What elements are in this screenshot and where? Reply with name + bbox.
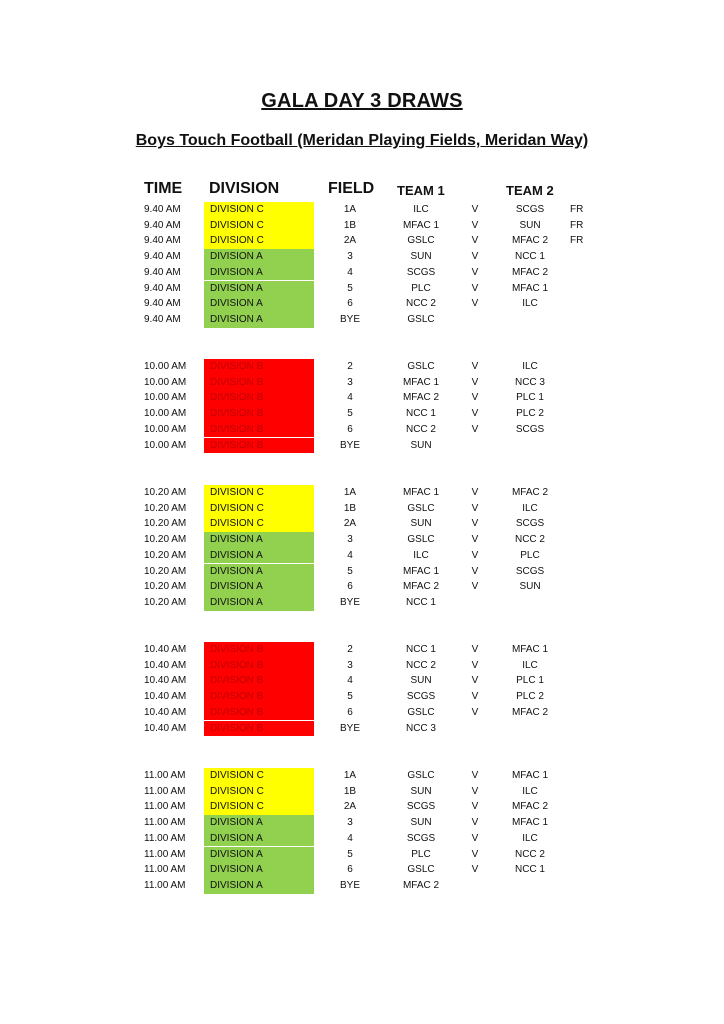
cell-team1: NCC 1 [405,644,436,655]
cell-time: 10.40 AM [144,644,187,655]
cell-versus: V [471,817,479,829]
cell-versus: V [471,502,479,514]
cell-time: 9.40 AM [144,282,181,294]
table-row [0,847,724,863]
cell-time: 9.40 AM [144,251,181,263]
cell-team2: NCC 2 [514,848,545,860]
cell-division: DIVISION A [204,532,314,548]
cell-team1: MFAC 1 [402,565,440,577]
cell-team1: ILC [413,549,429,561]
cell-division: DIVISION A [204,878,314,894]
cell-field: 2A [343,801,357,813]
cell-time: 9.40 AM [144,235,181,247]
table-row [0,218,724,234]
cell-time: 11.00 AM [144,864,186,876]
cell-division: DIVISION C [204,233,314,249]
cell-time: 10.20 AM [144,596,187,608]
cell-versus: V [471,487,479,498]
cell-team2: SUN [519,581,541,593]
cell-time: 10.00 AM [144,408,187,420]
cell-field: 1B [343,219,357,231]
cell-field: 1B [343,502,357,514]
cell-field: 5 [347,282,353,294]
table-row [0,202,724,218]
table-row [0,390,724,406]
cell-versus: V [471,204,479,215]
cell-note: FR [570,219,584,231]
table-row [0,359,724,375]
cell-division: DIVISION B [204,359,314,375]
cell-team2: MFAC 2 [511,801,549,813]
cell-team1: NCC 1 [405,596,436,608]
table-row [0,485,724,501]
cell-division: DIVISION B [204,658,314,674]
cell-time: 10.40 AM [144,675,187,687]
cell-team2: ILC [522,785,538,797]
cell-versus: V [471,282,479,294]
cell-division: DIVISION A [204,595,314,611]
table-row [0,296,724,312]
table-row [0,406,724,422]
cell-team1: MFAC 2 [402,581,440,593]
cell-team1: NCC 3 [405,722,436,734]
table-row [0,564,724,580]
table-row [0,579,724,595]
cell-field: 1B [343,785,357,797]
cell-time: 10.20 AM [144,549,187,561]
cell-division: DIVISION A [204,296,314,312]
table-row [0,799,724,815]
cell-time: 11.00 AM [144,801,186,813]
cell-versus: V [471,376,479,388]
cell-versus: V [471,706,479,718]
cell-field: 2A [343,235,357,247]
cell-time: 10.20 AM [144,581,187,593]
cell-time: 10.40 AM [144,706,187,718]
cell-time: 9.40 AM [144,298,181,310]
table-row [0,862,724,878]
table-row [0,768,724,784]
cell-team2: ILC [522,502,538,514]
cell-versus: V [471,534,479,546]
table-row [0,878,724,894]
cell-field: 3 [347,817,353,829]
cell-division: DIVISION A [204,249,314,265]
table-row [0,233,724,249]
header-field: FIELD [328,180,375,197]
cell-team1: GSLC [407,706,435,718]
cell-versus: V [471,251,479,263]
cell-versus: V [471,423,479,435]
cell-time: 9.40 AM [144,313,181,325]
cell-versus: V [471,864,479,876]
header-time: TIME [144,180,183,197]
cell-team2: NCC 1 [514,864,545,876]
cell-team1: SUN [410,439,432,451]
cell-field: 5 [347,691,353,703]
cell-team2: ILC [522,832,538,844]
table-row [0,548,724,564]
cell-team2: NCC 1 [514,251,545,263]
cell-field: 6 [347,423,353,435]
cell-versus: V [471,266,479,278]
cell-division: DIVISION A [204,862,314,878]
cell-versus: V [471,408,479,420]
cell-division: DIVISION B [204,721,314,737]
table-row [0,532,724,548]
table-row [0,281,724,297]
cell-team2: MFAC 2 [511,235,549,247]
cell-team2: ILC [522,659,538,671]
header-division: DIVISION [209,180,280,197]
cell-versus: V [471,691,479,703]
cell-note: FR [570,204,584,215]
cell-team1: GSLC [407,313,435,325]
cell-team2: MFAC 2 [511,706,549,718]
cell-time: 11.00 AM [144,848,186,860]
cell-team2: PLC [520,549,540,561]
cell-team2: NCC 2 [514,534,545,546]
cell-team2: SUN [519,219,541,231]
cell-versus: V [471,659,479,671]
cell-team1: GSLC [407,502,435,514]
cell-team1: SUN [410,785,432,797]
cell-team2: PLC 1 [516,392,544,404]
cell-division: DIVISION C [204,485,314,501]
cell-team2: PLC 2 [516,691,544,703]
cell-time: 9.40 AM [144,204,181,215]
cell-versus: V [471,581,479,593]
table-row [0,312,724,328]
cell-versus: V [471,801,479,813]
cell-field: 4 [347,832,353,844]
cell-field: 6 [347,864,353,876]
cell-field: 2A [343,518,357,530]
cell-time: 11.00 AM [144,785,186,797]
cell-field: 3 [347,534,353,546]
cell-versus: V [471,361,479,372]
cell-division: DIVISION A [204,579,314,595]
cell-division: DIVISION C [204,784,314,800]
cell-field: 1A [343,487,357,498]
table-row [0,784,724,800]
cell-versus: V [471,549,479,561]
cell-division: DIVISION C [204,501,314,517]
cell-team1: GSLC [407,361,435,372]
cell-field: 4 [347,266,353,278]
cell-time: 9.40 AM [144,266,181,278]
cell-team1: PLC [411,282,431,294]
cell-field: 6 [347,581,353,593]
cell-team1: MFAC 2 [402,392,440,404]
table-row [0,375,724,391]
cell-note: FR [570,235,584,247]
cell-time: 11.00 AM [144,817,186,829]
cell-field: BYE [339,313,360,325]
cell-team1: NCC 2 [405,423,436,435]
cell-division: DIVISION B [204,438,314,454]
cell-division: DIVISION A [204,831,314,847]
cell-time: 10.00 AM [144,361,187,372]
cell-team2: SCGS [515,423,545,435]
cell-versus: V [471,675,479,687]
cell-division: DIVISION B [204,375,314,391]
cell-field: BYE [339,879,360,891]
cell-division: DIVISION B [204,689,314,705]
cell-field: BYE [339,439,360,451]
cell-team2: SCGS [515,518,545,530]
cell-time: 10.20 AM [144,534,187,546]
cell-division: DIVISION A [204,847,314,863]
cell-versus: V [471,565,479,577]
cell-division: DIVISION A [204,281,314,297]
cell-time: 10.20 AM [144,487,187,498]
cell-time: 10.40 AM [144,691,187,703]
table-row [0,815,724,831]
cell-versus: V [471,392,479,404]
header-team2: TEAM 2 [506,183,554,198]
cell-team1: MFAC 2 [402,879,440,891]
cell-division: DIVISION B [204,406,314,422]
cell-division: DIVISION B [204,390,314,406]
cell-team2: ILC [522,298,538,310]
cell-team2: MFAC 1 [511,817,549,829]
cell-team1: SCGS [406,691,436,703]
page-title: GALA DAY 3 DRAWS [261,90,463,112]
cell-versus: V [471,298,479,310]
cell-team1: SCGS [406,266,436,278]
table-row [0,422,724,438]
cell-team2: ILC [522,361,538,372]
cell-team1: GSLC [407,770,435,781]
cell-team1: SUN [410,675,432,687]
table-row [0,501,724,517]
cell-field: 2 [347,361,353,372]
cell-team2: MFAC 2 [511,487,549,498]
cell-time: 11.00 AM [144,832,186,844]
cell-division: DIVISION B [204,705,314,721]
cell-division: DIVISION C [204,799,314,815]
cell-field: 3 [347,251,353,263]
header-team1: TEAM 1 [397,183,445,198]
cell-field: 4 [347,549,353,561]
table-row [0,673,724,689]
table-row [0,658,724,674]
cell-field: BYE [339,596,360,608]
cell-field: 5 [347,565,353,577]
cell-team1: SUN [410,251,432,263]
cell-team1: SUN [410,518,432,530]
cell-team2: MFAC 1 [511,770,549,781]
cell-time: 10.40 AM [144,722,187,734]
cell-team1: MFAC 1 [402,487,440,498]
cell-field: 2 [347,644,353,655]
cell-time: 10.20 AM [144,502,187,514]
cell-team2: NCC 3 [514,376,545,388]
cell-time: 11.00 AM [144,879,186,891]
cell-field: 5 [347,848,353,860]
cell-team1: GSLC [407,864,435,876]
cell-division: DIVISION A [204,265,314,281]
cell-versus: V [471,785,479,797]
cell-field: BYE [339,722,360,734]
cell-division: DIVISION A [204,548,314,564]
cell-team1: NCC 2 [405,659,436,671]
page-subtitle: Boys Touch Football (Meridan Playing Fields, Meridan Way) [135,132,589,149]
table-row [0,595,724,611]
cell-team1: SCGS [406,801,436,813]
table-row [0,516,724,532]
cell-time: 10.00 AM [144,376,187,388]
cell-time: 10.40 AM [144,659,187,671]
cell-versus: V [471,235,479,247]
cell-team2: PLC 1 [516,675,544,687]
table-row [0,438,724,454]
cell-field: 6 [347,706,353,718]
table-row [0,831,724,847]
cell-team1: MFAC 1 [402,376,440,388]
cell-field: 6 [347,298,353,310]
cell-field: 5 [347,408,353,420]
cell-field: 1A [343,204,357,215]
cell-team1: NCC 1 [405,408,436,420]
table-row [0,249,724,265]
cell-field: 3 [347,659,353,671]
table-row [0,689,724,705]
cell-team2: MFAC 2 [511,266,549,278]
cell-team1: NCC 2 [405,298,436,310]
cell-time: 10.00 AM [144,392,187,404]
cell-field: 4 [347,675,353,687]
cell-field: 1A [343,770,357,781]
cell-team2: SCGS [515,565,545,577]
cell-team1: MFAC 1 [402,219,440,231]
table-row [0,265,724,281]
cell-division: DIVISION B [204,673,314,689]
cell-versus: V [471,848,479,860]
cell-versus: V [471,518,479,530]
cell-team1: SCGS [406,832,436,844]
cell-division: DIVISION C [204,202,314,218]
cell-team1: GSLC [407,534,435,546]
cell-division: DIVISION B [204,642,314,658]
cell-division: DIVISION B [204,422,314,438]
table-row [0,642,724,658]
cell-versus: V [471,832,479,844]
cell-team1: GSLC [407,235,435,247]
cell-field: 4 [347,392,353,404]
cell-division: DIVISION C [204,768,314,784]
cell-division: DIVISION A [204,312,314,328]
cell-field: 3 [347,376,353,388]
cell-team2: SCGS [515,204,545,215]
cell-versus: V [471,770,479,781]
cell-division: DIVISION C [204,218,314,234]
cell-time: 9.40 AM [144,219,181,231]
cell-division: DIVISION A [204,564,314,580]
cell-team1: SUN [410,817,432,829]
cell-time: 10.00 AM [144,423,187,435]
cell-versus: V [471,219,479,231]
cell-time: 10.00 AM [144,439,187,451]
cell-team2: MFAC 1 [511,282,549,294]
cell-time: 11.00 AM [144,770,186,781]
cell-team2: MFAC 1 [511,644,549,655]
cell-team1: PLC [411,848,431,860]
cell-versus: V [471,644,479,655]
table-row [0,705,724,721]
cell-time: 10.20 AM [144,518,187,530]
table-row [0,721,724,737]
cell-team2: PLC 2 [516,408,544,420]
cell-time: 10.20 AM [144,565,187,577]
cell-team1: ILC [413,204,429,215]
cell-division: DIVISION C [204,516,314,532]
cell-division: DIVISION A [204,815,314,831]
